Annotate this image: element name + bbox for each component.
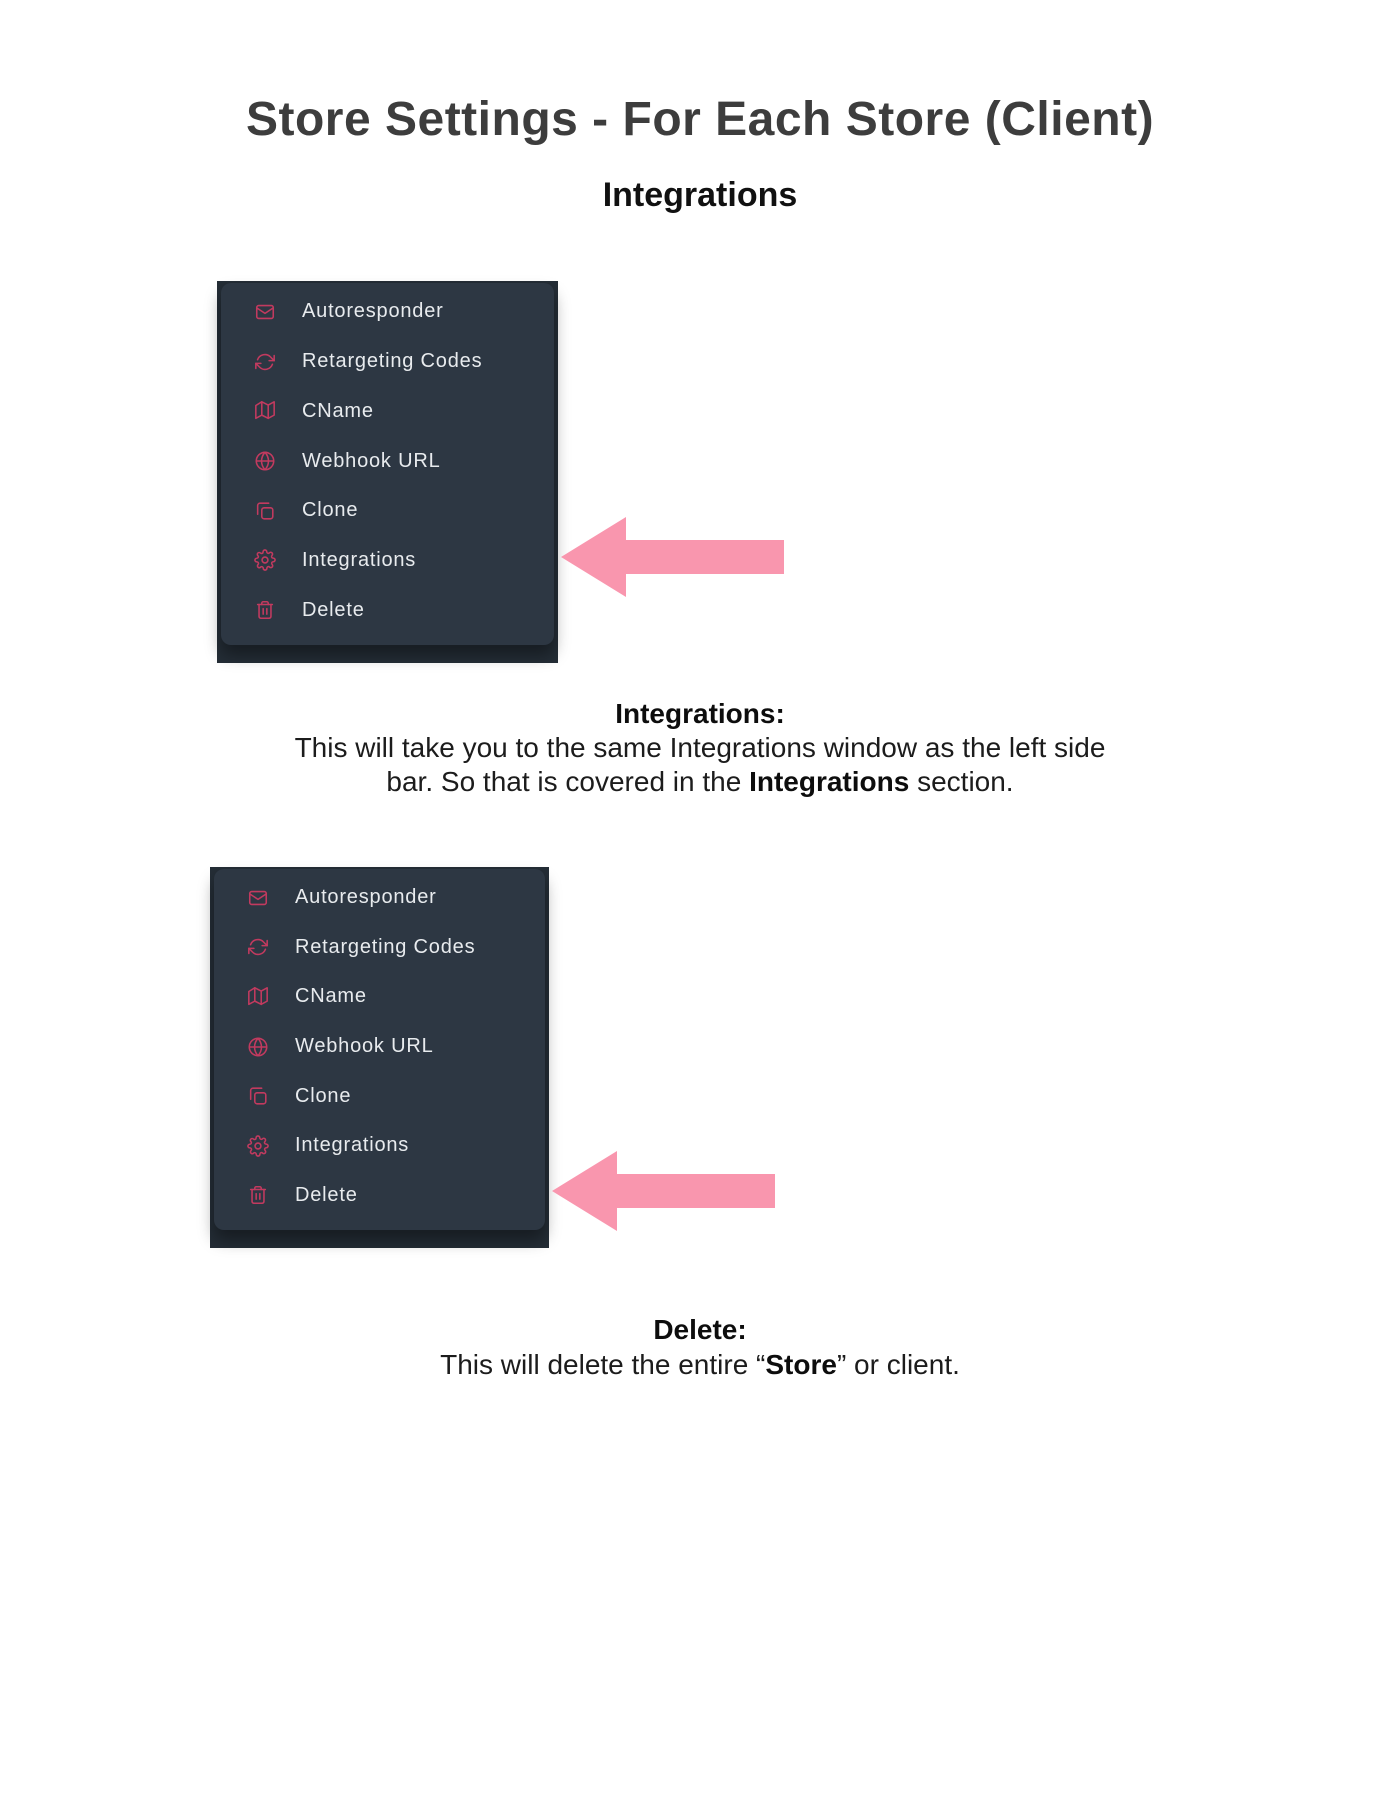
menu-item-retargeting-codes[interactable] bbox=[221, 337, 554, 387]
menu-item-clone[interactable] bbox=[221, 486, 554, 536]
menu-item-clone[interactable] bbox=[214, 1071, 545, 1121]
menu-item-cname[interactable] bbox=[221, 386, 554, 436]
menu-item-label: Delete bbox=[295, 1183, 358, 1206]
menu-item-label: Autoresponder bbox=[295, 886, 437, 909]
note-text: This will delete the entire “ bbox=[440, 1349, 766, 1380]
trash-icon bbox=[247, 1184, 269, 1206]
menu-item-label: Autoresponder bbox=[302, 300, 444, 323]
section-heading: Integrations bbox=[602, 176, 798, 214]
globe-icon bbox=[254, 450, 276, 472]
clone-icon bbox=[247, 1085, 269, 1107]
globe-icon bbox=[247, 1036, 269, 1058]
refresh-icon bbox=[247, 936, 269, 958]
menu-item-label: Clone bbox=[302, 499, 359, 522]
store-menu-card bbox=[214, 869, 545, 1230]
gear-icon bbox=[254, 549, 276, 571]
menu-item-label: CName bbox=[295, 985, 367, 1008]
store-menu-card bbox=[221, 283, 554, 645]
integrations-note-heading: Integrations: bbox=[615, 698, 785, 729]
clone-icon bbox=[254, 500, 276, 522]
page-title: Store Settings - For Each Store (Client) bbox=[245, 93, 1155, 146]
menu-item-label: Integrations bbox=[302, 548, 417, 571]
annotation-arrow-integrations bbox=[561, 517, 784, 597]
delete-note bbox=[0, 1312, 1400, 1382]
delete-note-line bbox=[0, 1347, 1400, 1382]
note-bold-text: Integrations bbox=[749, 766, 910, 797]
menu-item-webhook-url[interactable] bbox=[214, 1022, 545, 1072]
menu-item-integrations[interactable] bbox=[214, 1121, 545, 1171]
menu-item-autoresponder[interactable] bbox=[221, 287, 554, 337]
menu-item-retargeting-codes[interactable] bbox=[214, 923, 545, 973]
menu-item-label: Integrations bbox=[295, 1134, 410, 1157]
note-text: section. bbox=[909, 766, 1014, 797]
store-menu-screenshot-2 bbox=[210, 867, 549, 1248]
map-icon bbox=[254, 400, 276, 422]
menu-item-label: Clone bbox=[295, 1084, 352, 1107]
trash-icon bbox=[254, 599, 276, 621]
gear-icon bbox=[247, 1135, 269, 1157]
menu-item-autoresponder[interactable] bbox=[214, 873, 545, 923]
map-icon bbox=[247, 986, 269, 1008]
menu-item-label: Webhook URL bbox=[295, 1035, 434, 1058]
menu-item-delete[interactable] bbox=[214, 1170, 545, 1220]
menu-item-cname[interactable] bbox=[214, 972, 545, 1022]
menu-item-webhook-url[interactable] bbox=[221, 436, 554, 486]
menu-item-label: Retargeting Codes bbox=[295, 935, 476, 958]
delete-note-heading: Delete: bbox=[653, 1314, 747, 1345]
menu-item-label: CName bbox=[302, 399, 374, 422]
integrations-note bbox=[0, 697, 1400, 799]
note-text: bar. So that is covered in the bbox=[386, 766, 750, 797]
note-text: ” or client. bbox=[836, 1349, 960, 1380]
note-bold-text: Store bbox=[765, 1349, 837, 1380]
menu-item-delete[interactable] bbox=[221, 585, 554, 635]
mail-icon bbox=[247, 887, 269, 909]
menu-item-label: Retargeting Codes bbox=[302, 350, 483, 373]
annotation-arrow-delete bbox=[552, 1151, 775, 1231]
integrations-note-line1: This will take you to the same Integrations window as the left side bbox=[294, 732, 1106, 763]
store-menu-screenshot-1 bbox=[217, 281, 558, 663]
mail-icon bbox=[254, 301, 276, 323]
refresh-icon bbox=[254, 351, 276, 373]
menu-item-label: Webhook URL bbox=[302, 449, 441, 472]
integrations-note-line2 bbox=[0, 765, 1400, 799]
menu-item-label: Delete bbox=[302, 598, 365, 621]
menu-item-integrations[interactable] bbox=[221, 536, 554, 586]
